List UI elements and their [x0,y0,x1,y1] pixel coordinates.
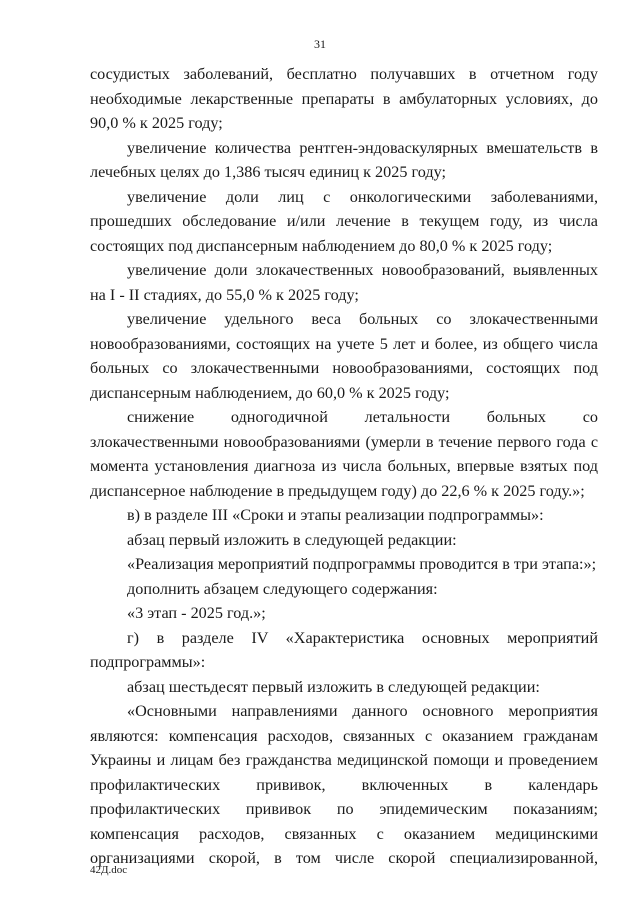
paragraph: «Основными направлениями данного основного мероприятия являются: компенсация расходов, связанных с оказанием гражданам Украины и лицам без гражданства медицинской помощи и проведением профилактических прививок, включенных в календарь профилактических прививок по эпидемическим показаниям; компенсация расходов, связанных с оказанием медицинскими организациями скорой, в том числе скорой специализированной, [90,702,598,867]
paragraph: «3 этап - 2025 год.»; [127,604,266,622]
paragraph: увеличение количества рентген-эндоваскулярных вмешательств в лечебных целях до 1,386 тысяч единиц к 2025 году; [90,138,598,181]
paragraph: сосудистых заболеваний, бесплатно получавших в отчетном году необходимые лекарственные препараты в амбулаторных условиях, до 90,0 % к 2025 году; [90,65,598,132]
paragraph: абзац первый изложить в следующей редакции: [127,530,457,549]
paragraph: увеличение доли лиц с онкологическими заболеваниями, прошедших обследование и/или лечение в текущем году, из числа состоящих под диспансерным наблюдением до 80,0 % к 2025 году; [90,187,598,255]
paragraph: снижение одногодичной летальности больных со злокачественными новообразованиями (умерли в течение первого года с момента установления диагноза из числа больных, впервые взятых под диспансерное наблюдение в предыдущем году) до 22,6 % к 2025 году.»; [90,408,598,500]
paragraph: дополнить абзацем следующего содержания: [127,579,438,598]
page-number: 31 [314,37,326,51]
paragraph: увеличение доли злокачественных новообразований, выявленных на I - II стадиях, до 55,0 % к 2025 году; [90,261,598,304]
document-body [90,62,598,871]
paragraph: «Реализация мероприятий подпрограммы проводится в три этапа:»; [127,555,597,573]
paragraph: г) в разделе IV «Характеристика основных мероприятий подпрограммы»: [90,628,598,671]
paragraph: в) в разделе III «Сроки и этапы реализации подпрограммы»: [127,506,544,524]
paragraph: увеличение удельного веса больных со злокачественными новообразованиями, состоящих на учете 5 лет и более, из общего числа больных со злокачественными новообразованиями, состоящих под диспансерным наблюдением, до 60,0 % к 2025 году; [90,310,598,402]
file-name-footer: 42Д.doc [90,864,128,876]
paragraph: абзац шестьдесят первый изложить в следующей редакции: [127,677,540,696]
